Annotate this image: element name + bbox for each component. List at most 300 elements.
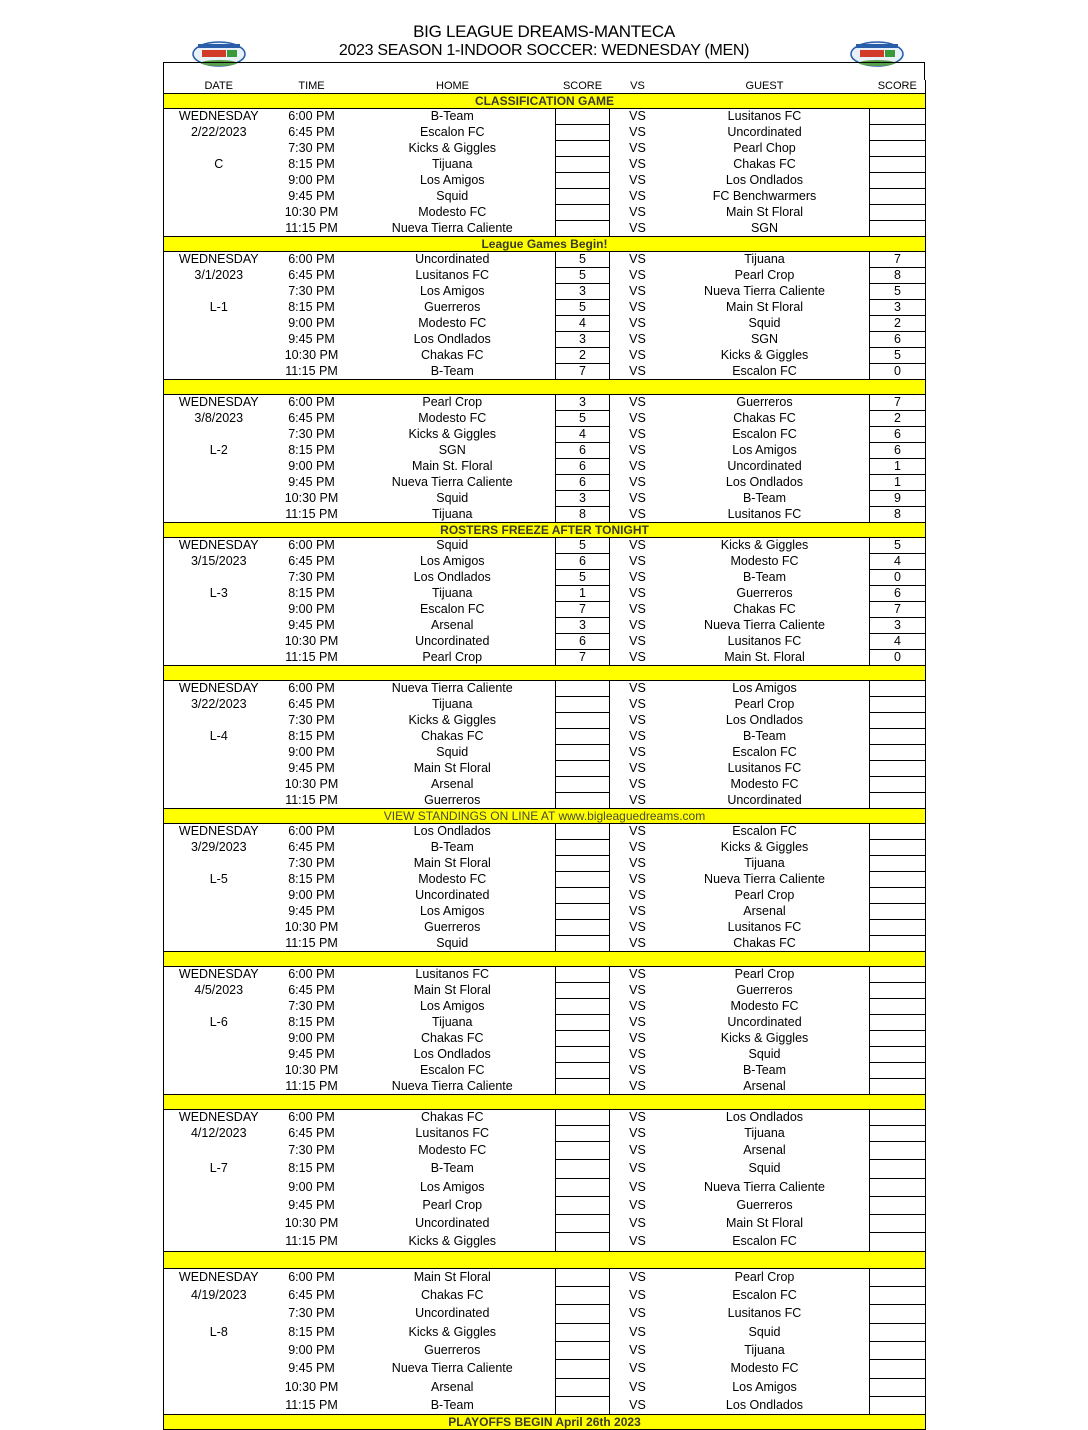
vs-label: VS xyxy=(629,300,646,314)
game-row xyxy=(164,364,926,380)
vs-label: VS xyxy=(629,1047,646,1061)
vs-label: VS xyxy=(629,1110,646,1125)
date-cell: L-5 xyxy=(164,872,274,888)
header-bar xyxy=(163,62,925,80)
home-team: Uncordinated xyxy=(415,888,490,902)
guest-team: Tijuana xyxy=(744,252,785,267)
game-row xyxy=(164,268,926,284)
date-cell: L-2 xyxy=(164,443,274,459)
game-row xyxy=(164,729,926,745)
date-cell: C xyxy=(164,157,274,173)
game-row xyxy=(164,1215,926,1233)
col-home: HOME xyxy=(350,80,556,94)
date-cell: WEDNESDAY xyxy=(164,109,274,125)
home-team: Los Amigos xyxy=(419,999,485,1013)
home-score: 6 xyxy=(556,443,610,459)
game-row xyxy=(164,856,926,872)
time-cell: 7:30 PM xyxy=(288,284,335,298)
date-cell: 4/12/2023 xyxy=(164,1126,274,1142)
schedule-table xyxy=(163,80,926,1430)
time-cell: 9:45 PM xyxy=(288,1047,335,1061)
guest-team: Squid xyxy=(748,1161,781,1176)
home-team: Chakas FC xyxy=(420,1110,484,1125)
time-cell: 7:30 PM xyxy=(288,1306,335,1321)
guest-team: Tijuana xyxy=(744,1126,785,1140)
vs-label: VS xyxy=(629,1031,646,1045)
guest-team: Lusitanos FC xyxy=(727,761,802,775)
time-cell: 9:00 PM xyxy=(288,1179,335,1194)
vs-label: VS xyxy=(629,1143,646,1157)
vs-label: VS xyxy=(629,475,646,489)
guest-team: Nueva Tierra Caliente xyxy=(704,284,825,298)
home-score xyxy=(556,904,610,920)
vs-label: VS xyxy=(629,1126,646,1140)
game-row xyxy=(164,1031,926,1047)
date-cell xyxy=(164,1396,274,1414)
time-cell: 6:00 PM xyxy=(288,967,335,982)
guest-team: Nueva Tierra Caliente xyxy=(704,1179,825,1194)
guest-score xyxy=(870,1063,926,1079)
game-row xyxy=(164,650,926,666)
game-row xyxy=(164,1110,926,1126)
guest-score: 1 xyxy=(870,475,926,491)
guest-score: 6 xyxy=(870,332,926,348)
home-score: 6 xyxy=(556,459,610,475)
guest-team: Pearl Crop xyxy=(734,888,795,902)
time-cell: 11:15 PM xyxy=(285,1397,338,1412)
home-score: 6 xyxy=(556,554,610,570)
vs-label: VS xyxy=(629,697,646,711)
guest-score xyxy=(870,1287,926,1305)
home-team: Squid xyxy=(436,491,469,505)
date-cell xyxy=(164,205,274,221)
time-cell: 11:15 PM xyxy=(285,506,338,521)
home-score xyxy=(556,888,610,904)
guest-score: 7 xyxy=(870,602,926,618)
date-cell: WEDNESDAY xyxy=(164,1110,274,1126)
guest-team: Pearl Chop xyxy=(733,141,796,155)
home-team: Arsenal xyxy=(431,618,474,632)
home-team: Los Ondlados xyxy=(413,824,491,839)
home-team: B-Team xyxy=(430,840,474,854)
vs-label: VS xyxy=(629,888,646,902)
guest-team: Kicks & Giggles xyxy=(720,1031,809,1045)
home-score: 4 xyxy=(556,427,610,443)
home-team: Kicks & Giggles xyxy=(408,1234,497,1249)
home-score xyxy=(556,697,610,713)
date-cell xyxy=(164,761,274,777)
date-cell xyxy=(164,1360,274,1378)
guest-score xyxy=(870,777,926,793)
vs-label: VS xyxy=(629,459,646,473)
home-score xyxy=(556,999,610,1015)
date-cell xyxy=(164,284,274,300)
guest-team: Lusitanos FC xyxy=(727,1306,802,1321)
guest-score: 1 xyxy=(870,459,926,475)
column-headers xyxy=(164,80,926,94)
guest-score xyxy=(870,109,926,125)
date-cell: 3/8/2023 xyxy=(164,411,274,427)
guest-score: 0 xyxy=(870,364,926,380)
guest-team: Lusitanos FC xyxy=(727,109,802,124)
guest-team: Main St Floral xyxy=(725,300,804,314)
home-score: 4 xyxy=(556,316,610,332)
vs-label: VS xyxy=(629,681,646,696)
home-score: 8 xyxy=(556,507,610,523)
guest-score: 6 xyxy=(870,443,926,459)
date-cell: WEDNESDAY xyxy=(164,824,274,840)
date-cell: 3/22/2023 xyxy=(164,697,274,713)
date-cell: WEDNESDAY xyxy=(164,681,274,697)
vs-label: VS xyxy=(629,125,646,139)
guest-team: Squid xyxy=(748,316,781,330)
date-cell xyxy=(164,856,274,872)
vs-label: VS xyxy=(629,284,646,298)
game-row xyxy=(164,173,926,189)
home-score: 5 xyxy=(556,268,610,284)
time-cell: 11:15 PM xyxy=(285,792,338,807)
time-cell: 6:00 PM xyxy=(288,538,335,553)
guest-score xyxy=(870,173,926,189)
game-row xyxy=(164,1142,926,1160)
vs-label: VS xyxy=(629,141,646,155)
time-cell: 10:30 PM xyxy=(284,777,339,791)
guest-team: Arsenal xyxy=(743,1143,786,1157)
home-score xyxy=(556,157,610,173)
time-cell: 9:00 PM xyxy=(288,316,335,330)
date-cell xyxy=(164,348,274,364)
guest-team: Escalon FC xyxy=(732,824,797,839)
home-score: 7 xyxy=(556,650,610,666)
game-row xyxy=(164,586,926,602)
guest-team: Lusitanos FC xyxy=(727,920,802,934)
guest-team: FC Benchwarmers xyxy=(712,189,817,203)
home-team: Uncordinated xyxy=(415,252,490,267)
home-score xyxy=(556,1268,610,1286)
date-cell xyxy=(164,1031,274,1047)
home-team: Tijuana xyxy=(431,506,473,521)
game-row xyxy=(164,109,926,125)
time-cell: 7:30 PM xyxy=(288,570,335,584)
date-cell xyxy=(164,1063,274,1079)
guest-score: 8 xyxy=(870,507,926,523)
vs-label: VS xyxy=(629,411,646,425)
game-row xyxy=(164,332,926,348)
home-score xyxy=(556,1378,610,1396)
banner-text: CLASSIFICATION GAME xyxy=(164,94,926,109)
home-team: Guerreros xyxy=(424,792,481,807)
date-cell: 4/5/2023 xyxy=(164,983,274,999)
date-cell xyxy=(164,1305,274,1323)
game-row xyxy=(164,1360,926,1378)
guest-team: Main St Floral xyxy=(725,1216,804,1231)
time-cell: 10:30 PM xyxy=(284,1379,339,1394)
home-score xyxy=(556,1079,610,1095)
guest-team: Los Ondlados xyxy=(725,475,804,489)
vs-label: VS xyxy=(629,1216,646,1231)
home-team: Nueva Tierra Caliente xyxy=(391,681,513,696)
date-cell xyxy=(164,570,274,586)
guest-score: 4 xyxy=(870,554,926,570)
guest-score xyxy=(870,983,926,999)
guest-score xyxy=(870,856,926,872)
guest-team: Guerreros xyxy=(736,586,793,600)
time-cell: 6:00 PM xyxy=(288,252,335,267)
game-row xyxy=(164,872,926,888)
home-team: Escalon FC xyxy=(419,125,485,139)
time-cell: 9:00 PM xyxy=(288,602,335,616)
time-cell: 8:15 PM xyxy=(288,872,335,886)
home-score: 1 xyxy=(556,586,610,602)
game-row xyxy=(164,920,926,936)
guest-score: 6 xyxy=(870,427,926,443)
game-row xyxy=(164,427,926,443)
time-cell: 7:30 PM xyxy=(288,856,335,870)
guest-score xyxy=(870,1079,926,1095)
banner-text xyxy=(164,952,926,967)
home-score xyxy=(556,1305,610,1323)
guest-team: Modesto FC xyxy=(730,777,799,791)
date-cell xyxy=(164,618,274,634)
game-row xyxy=(164,1305,926,1323)
guest-team: Tijuana xyxy=(744,856,785,870)
vs-label: VS xyxy=(629,205,646,219)
date-cell xyxy=(164,634,274,650)
vs-label: VS xyxy=(629,967,646,982)
home-score xyxy=(556,761,610,777)
home-team: Modesto FC xyxy=(418,205,487,219)
time-cell: 6:00 PM xyxy=(288,395,335,410)
guest-score xyxy=(870,125,926,141)
home-team: Lusitanos FC xyxy=(415,967,490,982)
home-score: 5 xyxy=(556,570,610,586)
time-cell: 6:45 PM xyxy=(288,697,335,711)
vs-label: VS xyxy=(629,1397,646,1412)
guest-score xyxy=(870,1360,926,1378)
home-team: Tijuana xyxy=(431,1015,473,1029)
time-cell: 10:30 PM xyxy=(284,1216,339,1231)
guest-score xyxy=(870,157,926,173)
game-row xyxy=(164,1160,926,1178)
home-score xyxy=(556,1047,610,1063)
home-score xyxy=(556,221,610,237)
guest-score: 8 xyxy=(870,268,926,284)
section-banner xyxy=(164,809,926,824)
home-team: Tijuana xyxy=(431,586,473,600)
col-time: TIME xyxy=(274,80,350,94)
home-score xyxy=(556,1215,610,1233)
date-cell xyxy=(164,650,274,666)
time-cell: 9:00 PM xyxy=(288,1342,335,1357)
guest-score xyxy=(870,936,926,952)
game-row xyxy=(164,189,926,205)
date-cell xyxy=(164,936,274,952)
vs-label: VS xyxy=(629,840,646,854)
date-cell: L-3 xyxy=(164,586,274,602)
guest-team: SGN xyxy=(750,220,779,235)
time-cell: 11:15 PM xyxy=(285,363,338,378)
home-team: Pearl Crop xyxy=(422,395,483,410)
col-guest: GUEST xyxy=(663,80,867,94)
game-row xyxy=(164,475,926,491)
vs-label: VS xyxy=(629,935,646,950)
guest-score xyxy=(870,761,926,777)
guest-score xyxy=(870,1015,926,1031)
time-cell: 9:45 PM xyxy=(288,761,335,775)
date-cell xyxy=(164,507,274,523)
guest-team: Escalon FC xyxy=(732,1288,797,1303)
banner-text xyxy=(164,1095,926,1110)
guest-team: Guerreros xyxy=(736,983,793,997)
time-cell: 6:45 PM xyxy=(288,411,335,425)
banner-text: PLAYOFFS BEGIN April 26th 2023 xyxy=(164,1415,926,1430)
date-cell xyxy=(164,491,274,507)
home-score xyxy=(556,856,610,872)
vs-label: VS xyxy=(629,777,646,791)
guest-team: Los Ondlados xyxy=(725,1397,804,1412)
col-score-home: SCORE xyxy=(556,80,610,94)
home-team: Main St Floral xyxy=(413,1270,491,1285)
date-cell xyxy=(164,713,274,729)
vs-label: VS xyxy=(629,904,646,918)
vs-label: VS xyxy=(629,173,646,187)
vs-label: VS xyxy=(629,1270,646,1285)
game-row xyxy=(164,1126,926,1142)
guest-team: Nueva Tierra Caliente xyxy=(704,872,825,886)
col-vs: VS xyxy=(613,80,663,94)
home-team: Kicks & Giggles xyxy=(408,141,497,155)
guest-team: Chakas FC xyxy=(733,157,796,171)
guest-team: Los Amigos xyxy=(732,443,797,457)
guest-team: Pearl Crop xyxy=(734,697,795,711)
vs-label: VS xyxy=(629,157,646,171)
guest-score xyxy=(870,1396,926,1414)
vs-label: VS xyxy=(629,856,646,870)
home-score xyxy=(556,713,610,729)
game-row xyxy=(164,141,926,157)
col-date: DATE xyxy=(164,80,274,94)
game-row xyxy=(164,538,926,554)
time-cell: 9:45 PM xyxy=(288,1197,335,1212)
home-score xyxy=(556,967,610,983)
game-row xyxy=(164,411,926,427)
game-row xyxy=(164,1287,926,1305)
game-row xyxy=(164,1196,926,1214)
guest-score xyxy=(870,793,926,809)
guest-score xyxy=(870,1110,926,1126)
date-cell xyxy=(164,427,274,443)
guest-team: Arsenal xyxy=(743,1078,786,1093)
guest-team: Modesto FC xyxy=(730,1361,799,1376)
guest-team: Uncordinated xyxy=(727,459,802,473)
vs-label: VS xyxy=(629,983,646,997)
guest-score xyxy=(870,1305,926,1323)
home-score: 3 xyxy=(556,395,610,411)
guest-score: 7 xyxy=(870,395,926,411)
home-team: Nueva Tierra Caliente xyxy=(391,1361,513,1376)
guest-team: Kicks & Giggles xyxy=(720,840,809,854)
time-cell: 6:00 PM xyxy=(288,109,335,124)
game-row xyxy=(164,697,926,713)
home-score xyxy=(556,173,610,189)
banner-text xyxy=(164,1251,926,1268)
home-team: B-Team xyxy=(430,1161,474,1176)
home-team: Los Ondlados xyxy=(413,570,491,584)
game-row xyxy=(164,681,926,697)
home-score xyxy=(556,872,610,888)
home-team: Modesto FC xyxy=(418,316,487,330)
home-team: Tijuana xyxy=(431,697,473,711)
game-row xyxy=(164,1015,926,1031)
home-team: Chakas FC xyxy=(420,729,484,743)
home-score xyxy=(556,1126,610,1142)
guest-team: Lusitanos FC xyxy=(727,506,802,521)
home-score xyxy=(556,141,610,157)
vs-label: VS xyxy=(629,363,646,378)
guest-team: Guerreros xyxy=(736,1197,793,1212)
home-team: Lusitanos FC xyxy=(415,1126,490,1140)
guest-team: B-Team xyxy=(742,1063,787,1077)
home-score: 5 xyxy=(556,300,610,316)
date-cell xyxy=(164,1047,274,1063)
time-cell: 6:45 PM xyxy=(288,125,335,139)
date-cell: WEDNESDAY xyxy=(164,1268,274,1286)
game-row xyxy=(164,1079,926,1095)
time-cell: 7:30 PM xyxy=(288,713,335,727)
date-cell xyxy=(164,1196,274,1214)
date-cell xyxy=(164,1378,274,1396)
time-cell: 8:15 PM xyxy=(288,443,335,457)
time-cell: 6:00 PM xyxy=(288,681,335,696)
vs-label: VS xyxy=(629,1078,646,1093)
home-team: Modesto FC xyxy=(418,411,487,425)
home-team: Los Ondlados xyxy=(413,332,491,346)
guest-team: Chakas FC xyxy=(733,935,796,950)
date-cell xyxy=(164,173,274,189)
date-cell xyxy=(164,141,274,157)
home-team: B-Team xyxy=(430,109,474,124)
home-team: Main St Floral xyxy=(413,761,491,775)
home-team: Pearl Crop xyxy=(422,649,483,664)
date-cell xyxy=(164,1178,274,1196)
guest-team: B-Team xyxy=(742,570,787,584)
game-row xyxy=(164,983,926,999)
guest-score xyxy=(870,920,926,936)
vs-label: VS xyxy=(629,348,646,362)
guest-score xyxy=(870,1323,926,1341)
home-team: Main St Floral xyxy=(413,856,491,870)
game-row xyxy=(164,157,926,173)
home-score xyxy=(556,1015,610,1031)
home-score xyxy=(556,1063,610,1079)
time-cell: 8:15 PM xyxy=(288,1324,335,1339)
guest-team: Modesto FC xyxy=(730,999,799,1013)
game-row xyxy=(164,777,926,793)
home-score: 6 xyxy=(556,634,610,650)
game-row xyxy=(164,395,926,411)
time-cell: 11:15 PM xyxy=(285,1234,338,1249)
time-cell: 10:30 PM xyxy=(284,920,339,934)
guest-team: Chakas FC xyxy=(733,602,796,616)
game-row xyxy=(164,316,926,332)
home-team: Los Amigos xyxy=(419,904,485,918)
vs-label: VS xyxy=(629,570,646,584)
game-row xyxy=(164,491,926,507)
date-cell xyxy=(164,999,274,1015)
home-team: Kicks & Giggles xyxy=(408,427,497,441)
vs-label: VS xyxy=(629,252,646,267)
game-row xyxy=(164,348,926,364)
